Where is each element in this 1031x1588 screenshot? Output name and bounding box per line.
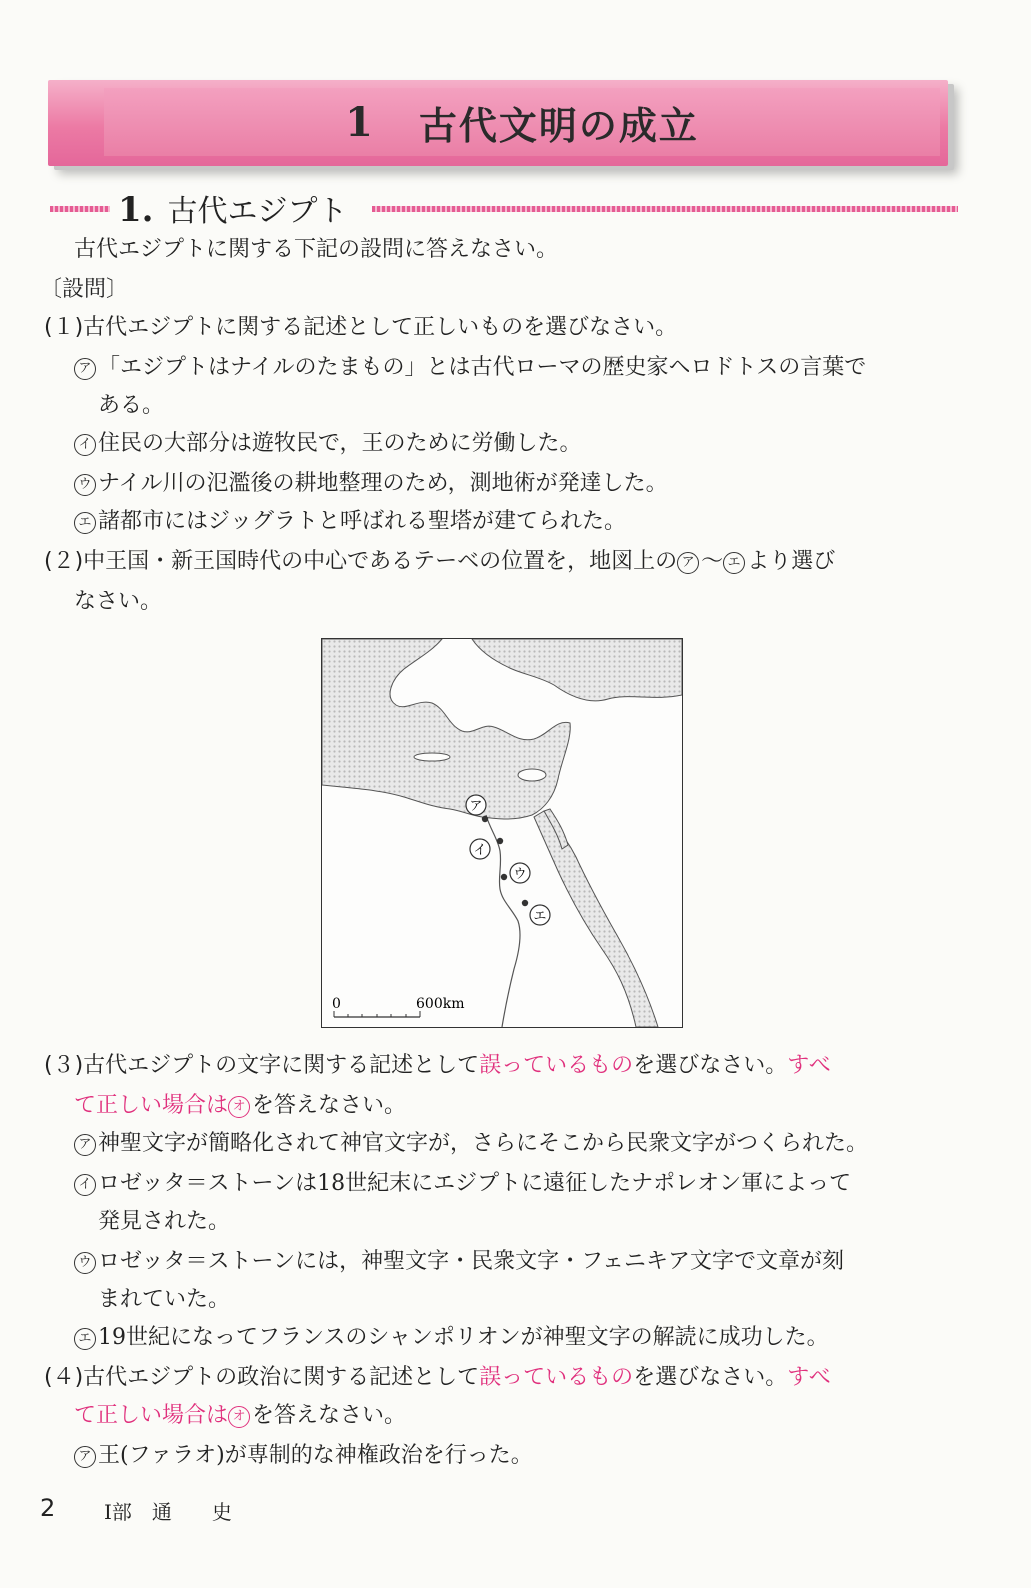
option-marker-icon: エ (74, 1328, 96, 1350)
q4-line2-rest: を答えなさい。 (252, 1403, 407, 1428)
footer-part-label: Ⅰ部 通 史 (104, 1500, 232, 1524)
page-number: 2 (40, 1494, 56, 1522)
section-rule-left (50, 206, 110, 212)
option-text: ロゼッタ＝ストーンは18世紀末にエジプトに遠征したナポレオン軍によって (98, 1171, 852, 1196)
option-marker-icon: イ (74, 1174, 96, 1196)
chapter-banner-title (104, 88, 940, 156)
q3-line2-pink: て正しい場合は (74, 1093, 229, 1118)
sea-red (534, 811, 658, 1027)
setsumon-label: 〔設問〕 (40, 277, 129, 302)
option-text: 住民の大部分は遊牧民で，王のために労働した。 (98, 431, 582, 456)
option-text: ロゼッタ＝ストーンには，神聖文字・民衆文字・フェニキア文字で文章が刻 (98, 1249, 845, 1274)
map-figure (321, 638, 683, 1028)
map-label-c: ウ (513, 867, 527, 882)
map-label-a: ア (469, 799, 483, 814)
q2-text-a: (２)中王国・新王国時代の中心であるテーベの位置を，地図上の (44, 549, 678, 574)
chapter-title: 古代文明の成立 (418, 103, 699, 148)
map-scale-bar (332, 996, 464, 1017)
section-rule-right (372, 206, 958, 212)
q3-option-c-cont: まれていた。 (98, 1287, 231, 1312)
q4-option-a (74, 1442, 533, 1470)
q4-question (44, 1364, 831, 1392)
option-text: 19世紀になってフランスのシャンポリオンが神聖文字の解読に成功した。 (98, 1325, 829, 1350)
q2-tilde: 〜 (701, 549, 724, 574)
section-number: 1. (118, 190, 154, 230)
option-marker-icon: ウ (74, 474, 96, 496)
option-marker-icon: ウ (74, 1252, 96, 1274)
scale-zero: 0 (332, 996, 341, 1012)
q3-question-cont (74, 1092, 406, 1120)
island-crete (414, 753, 450, 761)
q2-question-cont: なさい。 (74, 589, 163, 614)
island-cyprus (518, 769, 546, 781)
sea-black (472, 639, 682, 701)
option-marker-icon: ア (74, 358, 96, 380)
q4-pink-tail: すべ (787, 1365, 831, 1390)
q3-option-b-cont: 発見された。 (98, 1209, 231, 1234)
q3-option-d (74, 1324, 829, 1352)
scale-distance: 600km (416, 996, 465, 1012)
q3-option-a (74, 1130, 868, 1158)
option-text: 諸都市にはジッグラトと呼ばれる聖塔が建てられた。 (98, 509, 627, 534)
option-marker-icon: イ (74, 434, 96, 456)
map-label-d: エ (533, 909, 547, 924)
q4-suffix: を選びなさい。 (633, 1365, 788, 1390)
chapter-number: 1 (345, 98, 375, 146)
section-heading (118, 186, 348, 230)
option-marker-icon: オ (228, 1406, 250, 1428)
chapter-banner (48, 80, 948, 166)
q2-text-b: より選び (747, 549, 836, 574)
q1-option-a-cont: ある。 (98, 393, 165, 418)
q3-question (44, 1052, 831, 1080)
option-marker-icon: ア (677, 552, 699, 574)
option-text: 「エジプトはナイルのたまもの」とは古代ローマの歴史家ヘロドトスの言葉で (98, 355, 867, 380)
option-marker-icon: オ (228, 1096, 250, 1118)
section-title: 古代エジプト (167, 194, 348, 229)
option-marker-icon: ア (74, 1134, 96, 1156)
option-text: ナイル川の氾濫後の耕地整理のため，測地術が発達した。 (98, 471, 668, 496)
q4-question-cont (74, 1402, 406, 1430)
q2-question (44, 548, 835, 576)
q4-prefix: (４)古代エジプトの政治に関する記述として (44, 1365, 480, 1390)
q3-prefix: (３)古代エジプトの文字に関する記述として (44, 1053, 480, 1078)
option-text: 神聖文字が簡略化されて神官文字が，さらにそこから民衆文字がつくられた。 (98, 1131, 869, 1156)
q3-highlight: 誤っているもの (479, 1053, 634, 1078)
q3-line2-rest: を答えなさい。 (252, 1093, 407, 1118)
intro-text: 古代エジプトに関する下記の設問に答えなさい。 (74, 237, 559, 262)
q1-question: (１)古代エジプトに関する記述として正しいものを選びなさい。 (44, 315, 678, 340)
site-dot-d (522, 900, 528, 906)
option-text: 王(ファラオ)が専制的な神権政治を行った。 (98, 1443, 533, 1468)
q4-highlight: 誤っているもの (479, 1365, 634, 1390)
q3-option-b (74, 1170, 851, 1198)
q4-line2-pink: て正しい場合は (74, 1403, 229, 1428)
site-dot-a (482, 816, 488, 822)
q1-option-a (74, 354, 866, 382)
q3-pink-tail: すべ (787, 1053, 831, 1078)
q3-option-c (74, 1248, 844, 1276)
map-svg (322, 639, 682, 1027)
q1-option-b (74, 430, 582, 458)
site-dot-c (501, 874, 507, 880)
option-marker-icon: ア (74, 1446, 96, 1468)
q3-suffix: を選びなさい。 (633, 1053, 788, 1078)
map-label-b: イ (473, 843, 487, 858)
q1-option-c (74, 470, 668, 498)
option-marker-icon: エ (723, 552, 745, 574)
river-nile (486, 815, 520, 1027)
q1-option-d (74, 508, 626, 536)
option-marker-icon: エ (74, 512, 96, 534)
site-dot-b (497, 838, 503, 844)
